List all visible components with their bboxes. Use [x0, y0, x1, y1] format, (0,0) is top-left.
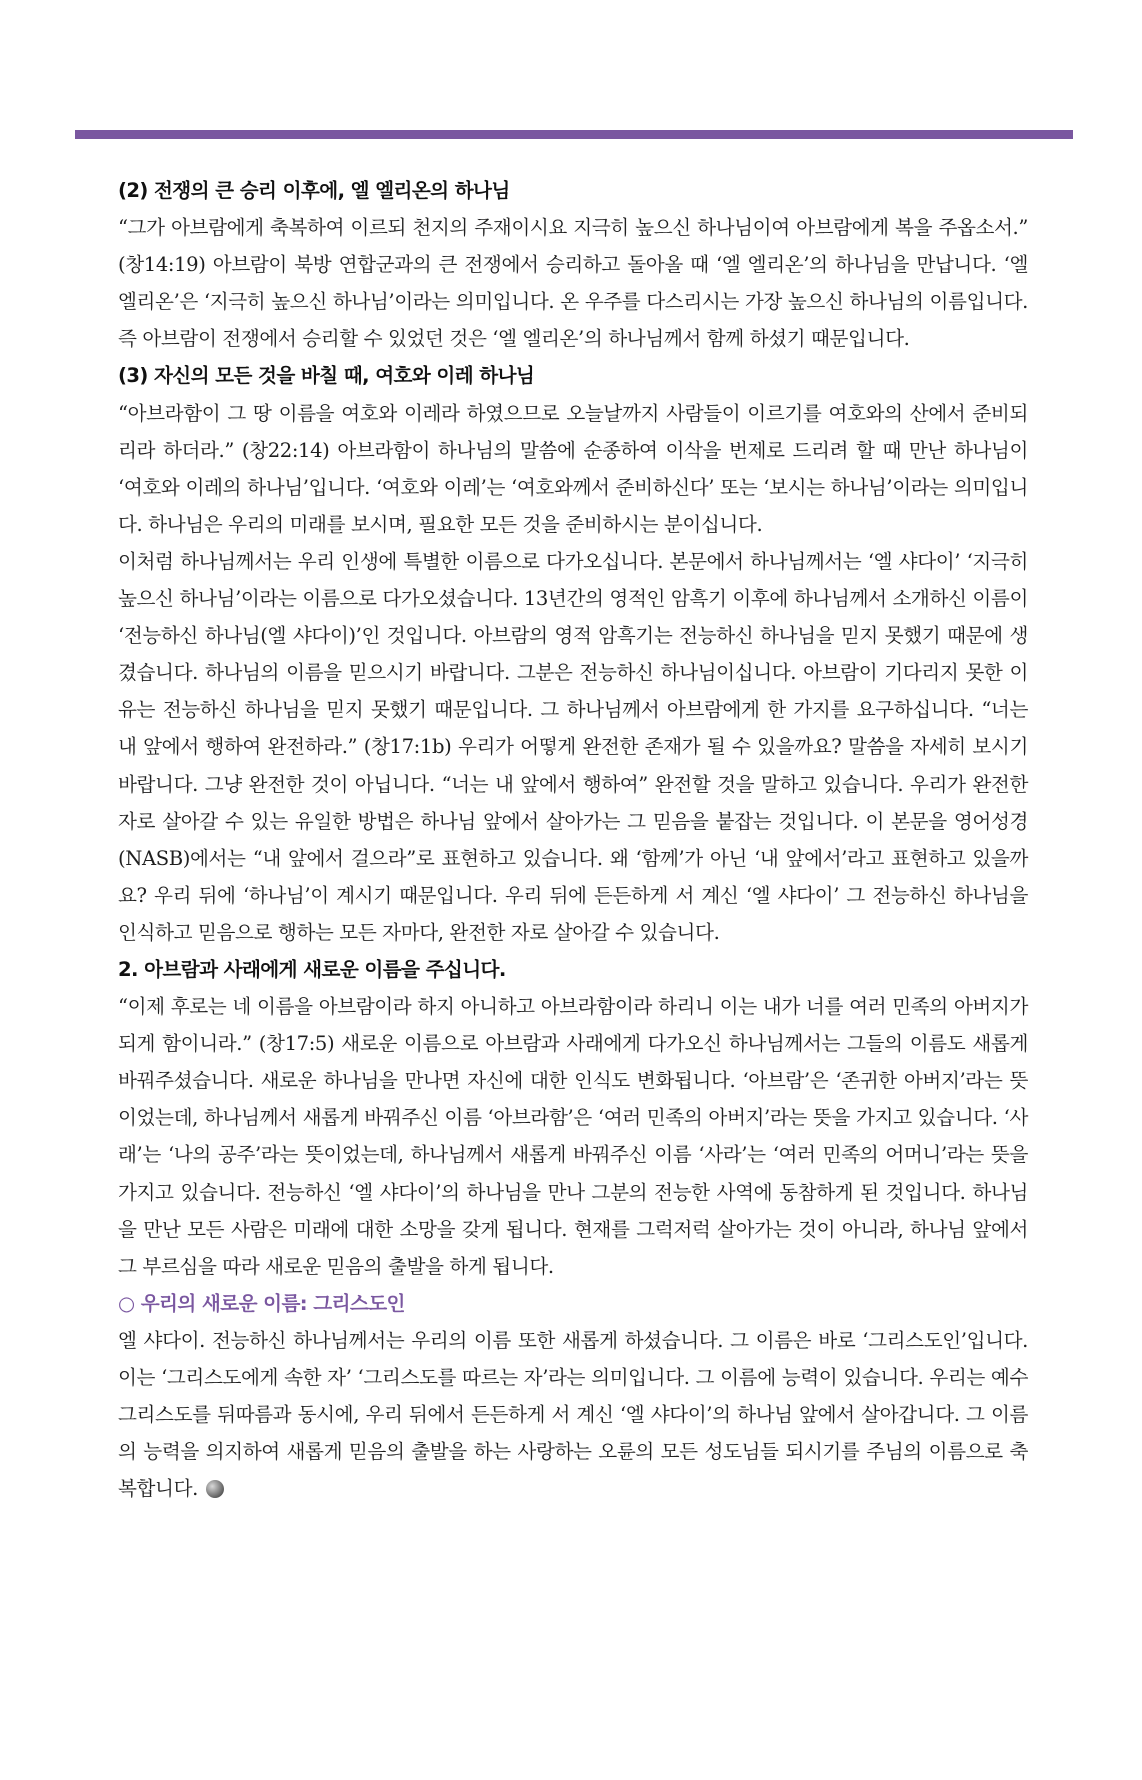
point-heading-new-names: 2. 아브람과 사래에게 새로운 이름을 주십니다.	[118, 957, 506, 981]
section-heading-el-elyon: (2) 전쟁의 큰 승리 이후에, 엘 엘리온의 하나님	[118, 179, 510, 202]
article-body	[118, 172, 1028, 1507]
paragraph-el-elyon: “그가 아브람에게 축복하여 이르되 천지의 주재이시요 지극히 높으신 하나님이여 아브람에게 복을 주옵소서.” (창14:19) 아브람이 북방 연합군과의 큰 전쟁에서 승리하고 돌아올 때 ‘엘 엘리온’의 하나님을 만납니다. ‘엘 엘리온’은 ‘지극히 높으신 하나님’이라는 의미입니다. 온 우주를 다스리시는 가장 높으신 하나님의 이름입니다. 즉 아브람이 전쟁에서 승리할 수 있었던 것은 ‘엘 엘리온’의 하나님께서 함께 하셨기 때문입니다.	[118, 216, 1028, 351]
top-divider-rule	[75, 130, 1073, 139]
sub-heading-christian-name: ○ 우리의 새로운 이름: 그리스도인	[118, 1291, 405, 1315]
section-heading-jehovah-jireh: (3) 자신의 모든 것을 바칠 때, 여호와 이레 하나님	[118, 364, 535, 388]
end-of-article-icon	[206, 1480, 224, 1498]
paragraph-el-shaddai: 이처럼 하나님께서는 우리 인생에 특별한 이름으로 다가오십니다. 본문에서 하나님께서는 ‘엘 샤다이’ ‘지극히 높으신 하나님’이라는 이름으로 다가오셨습니다. 13년간의 영적인 암흑기 이후에 하나님께서 소개하신 이름이 ‘전능하신 하나님(엘 샤다이)’인 것입니다. 아브람의 영적 암흑기는 전능하신 하나님을 믿지 못했기 때문에 생겼습니다. 하나님의 이름을 믿으시기 바랍니다. 그분은 전능하신 하나님이십니다. 아브람이 기다리지 못한 이유는 전능하신 하나님을 믿지 못했기 때문입니다. 그 하나님께서 아브람에게 한 가지를 요구하십니다. “너는 내 앞에서 행하여 완전하라.” (창17:1b) 우리가 어떻게 완전한 존재가 될 수 있을까요? 말씀을 자세히 보시기 바랍니다. 그냥 완전한 것이 아닙니다. “너는 내 앞에서 행하여” 완전할 것을 말하고 있습니다. 우리가 완전한 자로 살아갈 수 있는 유일한 방법은 하나님 앞에서 살아가는 그 믿음을 붙잡는 것입니다. 이 본문을 영어성경(NASB)에서는 “내 앞에서 걸으라”로 표현하고 있습니다. 왜 ‘함께’가 아닌 ‘내 앞에서’라고 표현하고 있을까요? 우리 뒤에 ‘하나님’이 계시기 때문입니다. 우리 뒤에 든든하게 서 계신 ‘엘 샤다이’ 그 전능하신 하나님을 인식하고 믿음으로 행하는 모든 자마다, 완전한 자로 살아갈 수 있습니다.	[118, 549, 1028, 944]
closing-text: 엘 샤다이. 전능하신 하나님께서는 우리의 이름 또한 새롭게 하셨습니다. 그 이름은 바로 ‘그리스도인’입니다. 이는 ‘그리스도에게 속한 자’ ‘그리스도를 따르는 자’라는 의미입니다. 그 이름에 능력이 있습니다. 우리는 예수 그리스도를 뒤따름과 동시에, 우리 뒤에서 든든하게 서 계신 ‘엘 샤다이’의 하나님 앞에서 살아갑니다. 그 이름의 능력을 의지하여 새롭게 믿음의 출발을 하는 사랑하는 오륜의 모든 성도님들 되시기를 주님의 이름으로 축복합니다.	[118, 1328, 1028, 1501]
paragraph-new-names: “이제 후로는 네 이름을 아브람이라 하지 아니하고 아브라함이라 하리니 이는 내가 너를 여러 민족의 아버지가 되게 함이니라.” (창17:5) 새로운 이름으로 아브람과 사래에게 다가오신 하나님께서는 그들의 이름도 새롭게 바꿔주셨습니다. 새로운 하나님을 만나면 자신에 대한 인식도 변화됩니다. ‘아브람’은 ‘존귀한 아버지’라는 뜻이었는데, 하나님께서 새롭게 바꿔주신 이름 ‘아브라함’은 ‘여러 민족의 아버지’라는 뜻을 가지고 있습니다. ‘사래’는 ‘나의 공주’라는 뜻이었는데, 하나님께서 새롭게 바꿔주신 이름 ‘사라’는 ‘여러 민족의 어머니’라는 뜻을 가지고 있습니다. 전능하신 ‘엘 샤다이’의 하나님을 만나 그분의 전능한 사역에 동참하게 된 것입니다. 하나님을 만난 모든 사람은 미래에 대한 소망을 갖게 됩니다. 현재를 그럭저럭 살아가는 것이 아니라, 하나님 앞에서 그 부르심을 따라 새로운 믿음의 출발을 하게 됩니다.	[118, 995, 1028, 1278]
paragraph-closing	[118, 1322, 1028, 1507]
paragraph-jehovah-jireh: “아브라함이 그 땅 이름을 여호와 이레라 하였으므로 오늘날까지 사람들이 이르기를 여호와의 산에서 준비되리라 하더라.” (창22:14) 아브라함이 하나님의 말씀에 순종하여 이삭을 번제로 드리려 할 때 만난 하나님이 ‘여호와 이레의 하나님’입니다. ‘여호와 이레’는 ‘여호와께서 준비하신다’ 또는 ‘보시는 하나님’이라는 의미입니다. 하나님은 우리의 미래를 보시며, 필요한 모든 것을 준비하시는 분이십니다.	[118, 401, 1028, 536]
